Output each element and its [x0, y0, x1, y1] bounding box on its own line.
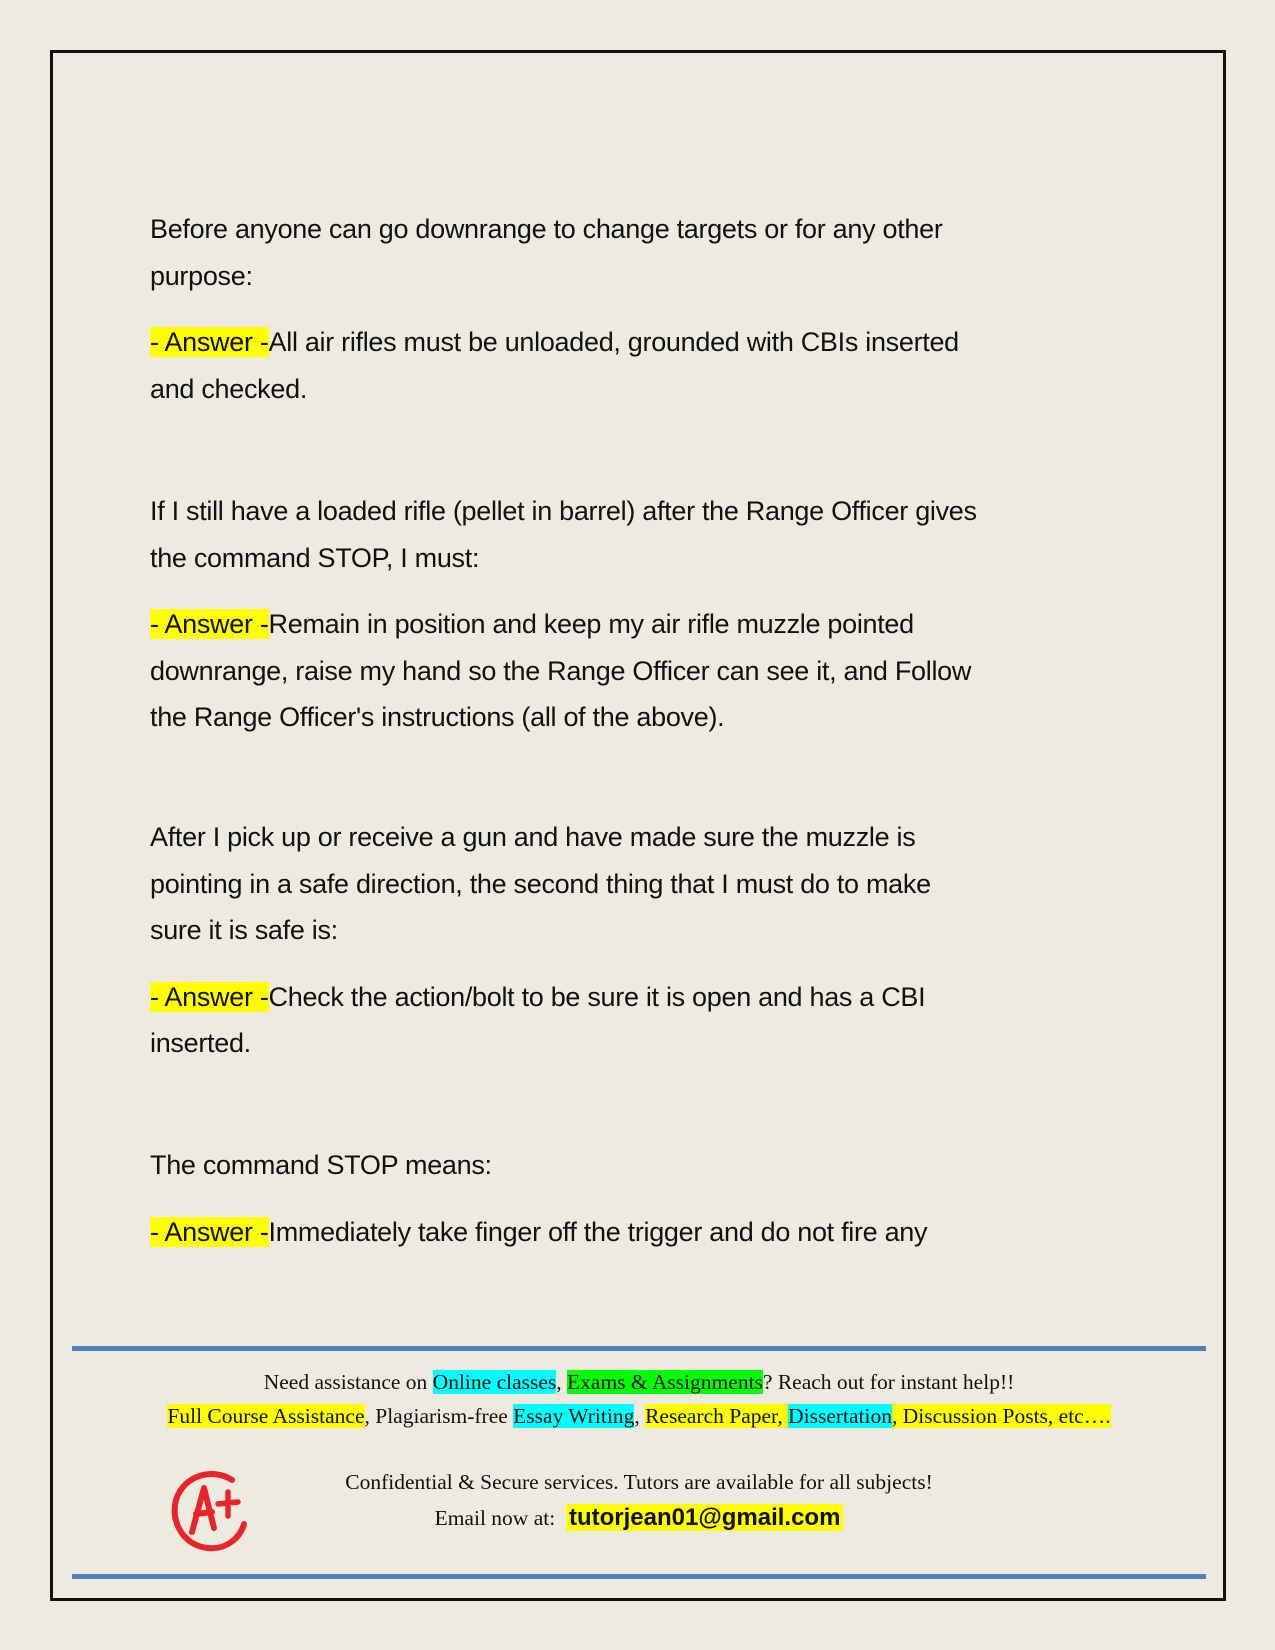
- footer-line-3: Confidential & Secure services. Tutors are available for all subjects!: [345, 1470, 933, 1494]
- research-paper-highlight: Research Paper,: [645, 1404, 789, 1428]
- footer-top-rule: [72, 1346, 1206, 1351]
- dissertation-highlight: Dissertation: [788, 1404, 892, 1428]
- answer-label: - Answer -: [150, 609, 269, 639]
- question-line: The command STOP means:: [150, 1150, 492, 1180]
- question-line: Before anyone can go downrange to change targets or for any other: [150, 214, 943, 244]
- essay-writing-highlight: Essay Writing: [513, 1404, 635, 1428]
- footer-text: ,: [556, 1370, 568, 1394]
- answer-line: downrange, raise my hand so the Range Officer can see it, and Follow: [150, 655, 972, 686]
- full-course-highlight: Full Course Assistance: [167, 1404, 365, 1428]
- answer-text: [150, 1209, 1130, 1256]
- answer-line: Check the action/bolt to be sure it is open and has a CBI: [268, 981, 926, 1012]
- answer-label: - Answer -: [150, 981, 269, 1012]
- answer-label: - Answer -: [150, 327, 269, 357]
- answer-text: [150, 319, 1130, 412]
- question-line: the command STOP, I must:: [150, 542, 480, 573]
- discussion-posts-highlight: , Discussion Posts, etc….: [892, 1404, 1111, 1428]
- question-text: [150, 206, 1130, 299]
- answer-text: [150, 601, 1130, 741]
- question-text: [150, 814, 1130, 954]
- answer-label: - Answer -: [150, 1216, 269, 1247]
- answer-line: and checked.: [150, 373, 308, 404]
- question-line: pointing in a safe direction, the second thing that I must do to make: [150, 868, 931, 899]
- qa-block: [150, 814, 1130, 1067]
- footer-text: Need assistance on: [263, 1370, 433, 1394]
- online-classes-highlight: Online classes: [432, 1370, 557, 1394]
- email-label: Email now at:: [434, 1506, 566, 1530]
- question-line: If I still have a loaded rifle (pellet in barrel) after the Range Officer gives: [150, 496, 977, 526]
- answer-text: [150, 974, 1130, 1067]
- footer-line-1: [72, 1370, 1206, 1395]
- email-link[interactable]: tutorjean01@gmail.com: [566, 1504, 843, 1531]
- exams-assignments-highlight: Exams & Assignments: [567, 1370, 763, 1394]
- question-line: sure it is safe is:: [150, 915, 338, 945]
- qa-block: [150, 206, 1130, 412]
- answer-line: the Range Officer's instructions (all of the above).: [150, 702, 725, 732]
- qa-block: [150, 1142, 1130, 1255]
- question-line: purpose:: [150, 260, 253, 291]
- footer-text: ,: [634, 1404, 646, 1428]
- question-text: [150, 488, 1130, 581]
- answer-line: Remain in position and keep my air rifle muzzle pointed: [268, 609, 914, 639]
- question-text: [150, 1142, 1130, 1189]
- question-line: After I pick up or receive a gun and have made sure the muzzle is: [150, 822, 916, 852]
- qa-block: [150, 488, 1130, 741]
- footer-email-line: [72, 1504, 1206, 1532]
- footer-bottom-rule: [72, 1574, 1206, 1579]
- answer-line: inserted.: [150, 1028, 251, 1058]
- footer-text: ? Reach out for instant help!!: [762, 1370, 1015, 1394]
- footer-text: , Plagiarism-free: [364, 1404, 514, 1428]
- footer-line-2: [72, 1404, 1206, 1429]
- answer-line: All air rifles must be unloaded, grounded with CBIs inserted: [268, 327, 959, 357]
- answer-line: Immediately take finger off the trigger and do not fire any: [268, 1216, 928, 1247]
